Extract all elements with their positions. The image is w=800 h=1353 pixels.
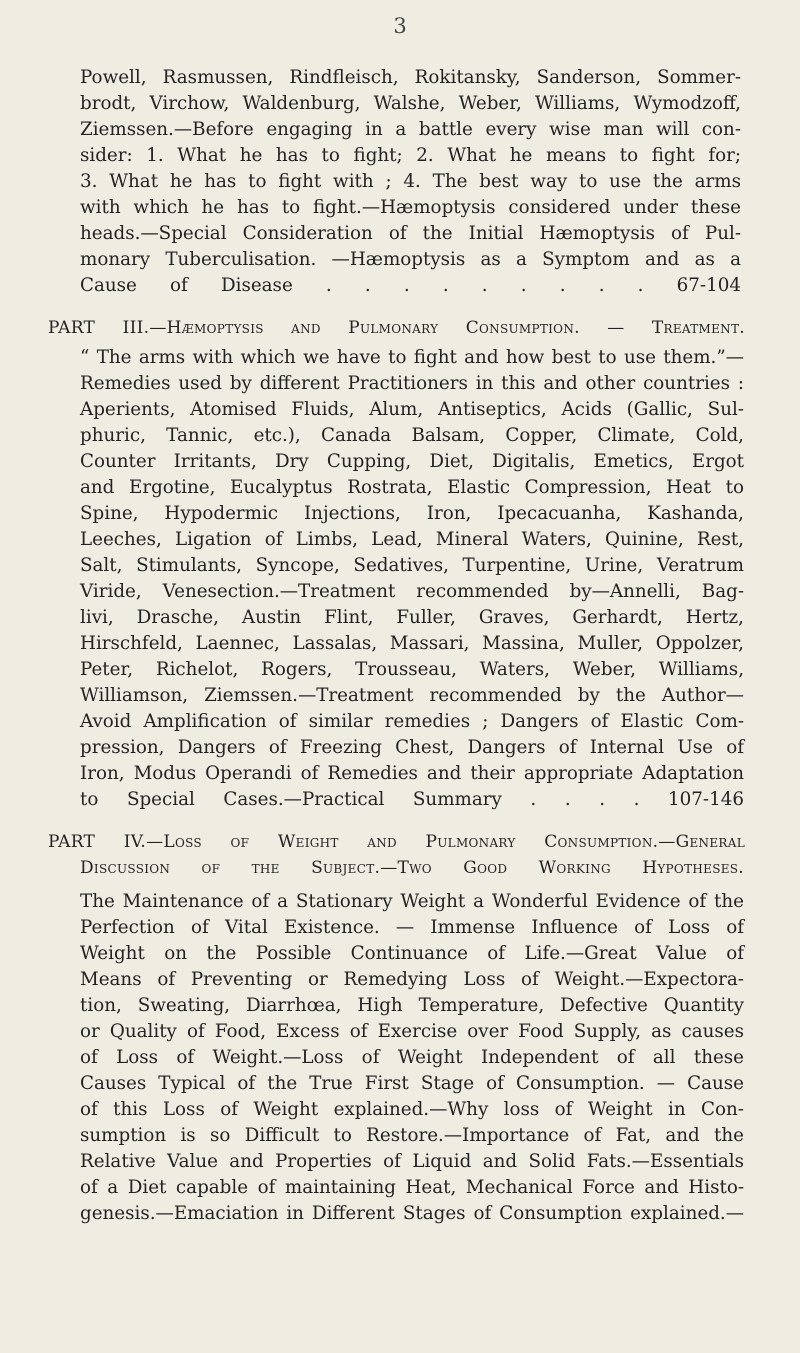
text-line: Perfection of Vital Existence. — Immense Influence of Loss of: [80, 917, 744, 938]
text-line: and Ergotine, Eucalyptus Rostrata, Elastic Compression, Heat to: [80, 477, 744, 498]
text-line: Remedies used by different Practitioners in this and other countries :: [80, 373, 744, 394]
text-line: Counter Irritants, Dry Cupping, Diet, Digitalis, Emetics, Ergot: [80, 451, 744, 472]
text-line: Powell, Rasmussen, Rindfleisch, Rokitansky, Sanderson, Sommer-: [80, 67, 741, 88]
text-line: brodt, Virchow, Waldenburg, Walshe, Weber, Williams, Wymodzoff,: [80, 93, 741, 114]
text-line: of this Loss of Weight explained.—Why loss of Weight in Con-: [80, 1099, 744, 1120]
text-line: heads.—Special Consideration of the Initial Hæmoptysis of Pul-: [80, 223, 741, 244]
text-line: tion, Sweating, Diarrhœa, High Temperature, Defective Quantity: [80, 995, 744, 1016]
text-line: or Quality of Food, Excess of Exercise over Food Supply, as causes: [80, 1021, 744, 1042]
text-line: monary Tuberculisation. —Hæmoptysis as a Symptom and as a: [80, 249, 741, 270]
text-line: Aperients, Atomised Fluids, Alum, Antiseptics, Acids (Gallic, Sul-: [80, 399, 744, 420]
page-number: 3: [393, 14, 407, 38]
text-line: The Maintenance of a Stationary Weight a Wonderful Evidence of the: [80, 891, 744, 912]
text-line: pression, Dangers of Freezing Chest, Dangers of Internal Use of: [80, 737, 744, 758]
heading-line: PART IV.—Loss of Weight and Pulmonary Consumption.—General: [48, 832, 745, 852]
text-line: Leeches, Ligation of Limbs, Lead, Mineral Waters, Quinine, Rest,: [80, 529, 744, 550]
text-line: phuric, Tannic, etc.), Canada Balsam, Copper, Climate, Cold,: [80, 425, 744, 446]
text-line: Williamson, Ziemssen.—Treatment recommended by the Author—: [80, 685, 744, 706]
text-line: sumption is so Difficult to Restore.—Importance of Fat, and the: [80, 1125, 744, 1146]
text-line: 3. What he has to fight with ; 4. The best way to use the arms: [80, 171, 741, 192]
text-line: with which he has to fight.—Hæmoptysis considered under these: [80, 197, 741, 218]
text-line: Iron, Modus Operandi of Remedies and their appropriate Adaptation: [80, 763, 744, 784]
text-line: Means of Preventing or Remedying Loss of Weight.—Expectora-: [80, 969, 744, 990]
text-line: Peter, Richelot, Rogers, Trousseau, Waters, Weber, Williams,: [80, 659, 744, 680]
text-line: to Special Cases.—Practical Summary . . . . 107-146: [80, 789, 744, 810]
text-line: Cause of Disease . . . . . . . . . 67-104: [80, 275, 741, 296]
text-line: genesis.—Emaciation in Different Stages of Consumption explained.—: [80, 1203, 744, 1224]
text-line: Relative Value and Properties of Liquid and Solid Fats.—Essentials: [80, 1151, 744, 1172]
text-line: Avoid Amplification of similar remedies ; Dangers of Elastic Com-: [80, 711, 744, 732]
part3-heading: PART III.—Hæmoptysis and Pulmonary Consumption. — Treatment.: [48, 318, 745, 338]
text-line: of a Diet capable of maintaining Heat, Mechanical Force and Histo-: [80, 1177, 744, 1198]
text-line: Hirschfeld, Laennec, Lassalas, Massari, Massina, Muller, Oppolzer,: [80, 633, 744, 654]
text-line: Ziemssen.—Before engaging in a battle every wise man will con-: [80, 119, 741, 140]
text-line: of Loss of Weight.—Loss of Weight Independent of all these: [80, 1047, 744, 1068]
text-line: Causes Typical of the True First Stage of Consumption. — Cause: [80, 1073, 744, 1094]
text-line: livi, Drasche, Austin Flint, Fuller, Graves, Gerhardt, Hertz,: [80, 607, 744, 628]
text-line: Viride, Venesection.—Treatment recommended by—Annelli, Bag-: [80, 581, 744, 602]
text-line: Spine, Hypodermic Injections, Iron, Ipecacuanha, Kashanda,: [80, 503, 744, 524]
text-line: sider: 1. What he has to fight; 2. What he means to fight for;: [80, 145, 741, 166]
text-line: “ The arms with which we have to fight and how best to use them.”—: [80, 347, 744, 368]
heading-line: Discussion of the Subject.—Two Good Working Hypotheses.: [80, 858, 744, 878]
text-line: Weight on the Possible Continuance of Life.—Great Value of: [80, 943, 744, 964]
text-line: Salt, Stimulants, Syncope, Sedatives, Turpentine, Urine, Veratrum: [80, 555, 744, 576]
